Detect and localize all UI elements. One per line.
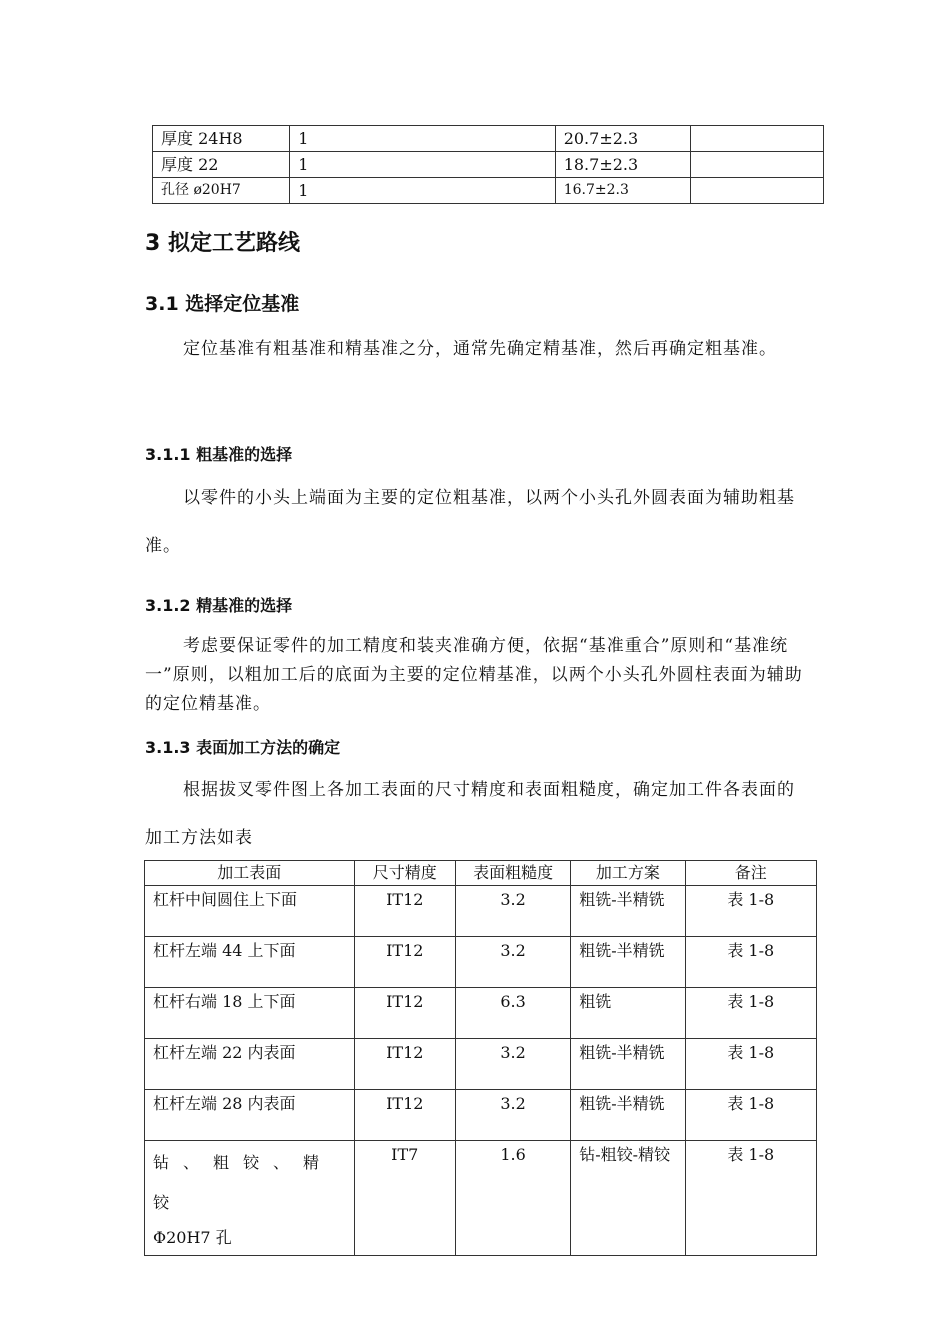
table-cell bbox=[691, 178, 824, 204]
table-row bbox=[145, 988, 817, 1039]
table-cell: 杠杆左端 22 内表面 bbox=[145, 1039, 355, 1090]
table-cell: 粗铣-半精铣 bbox=[571, 937, 685, 988]
table-cell: 粗铣 bbox=[571, 988, 685, 1039]
table-cell: 粗铣-半精铣 bbox=[571, 1090, 685, 1141]
tolerance-table bbox=[152, 125, 824, 204]
table-cell: IT12 bbox=[354, 886, 455, 937]
table-row bbox=[153, 126, 824, 152]
subsection-heading: 3.1 选择定位基准 bbox=[145, 293, 300, 315]
table-cell: 表 1-8 bbox=[685, 1141, 816, 1256]
table-cell: 3.2 bbox=[455, 886, 570, 937]
table-cell: 1 bbox=[290, 178, 555, 204]
column-header: 加工表面 bbox=[145, 861, 355, 886]
table-cell: 3.2 bbox=[455, 1039, 570, 1090]
table-cell: 杠杆右端 18 上下面 bbox=[145, 988, 355, 1039]
table-cell bbox=[145, 1141, 355, 1256]
table-cell: 16.7±2.3 bbox=[555, 178, 691, 204]
table-cell: 粗铣-半精铣 bbox=[571, 1039, 685, 1090]
cell-line: Φ20H7 孔 bbox=[153, 1228, 232, 1247]
table-cell: 杠杆中间圆住上下面 bbox=[145, 886, 355, 937]
table-cell bbox=[691, 126, 824, 152]
subsubsection-heading: 3.1.2 精基准的选择 bbox=[145, 596, 293, 615]
table-row bbox=[145, 1039, 817, 1090]
table-cell: 20.7±2.3 bbox=[555, 126, 691, 152]
paragraph: 定位基准有粗基准和精基准之分，通常先确定精基准，然后再确定粗基准。 bbox=[183, 339, 777, 359]
table-cell: 表 1-8 bbox=[685, 1090, 816, 1141]
table-cell: 表 1-8 bbox=[685, 1039, 816, 1090]
table-cell: IT12 bbox=[354, 937, 455, 988]
paragraph: 根据拔叉零件图上各加工表面的尺寸精度和表面粗糙度，确定加工件各表面的加工方法如表 bbox=[145, 780, 795, 848]
table-row bbox=[145, 1141, 817, 1256]
column-header: 尺寸精度 bbox=[354, 861, 455, 886]
cell-line: 钻、粗铰、精铰 bbox=[153, 1153, 334, 1212]
subsubsection-heading: 3.1.1 粗基准的选择 bbox=[145, 445, 293, 464]
table-cell: 粗铣-半精铣 bbox=[571, 886, 685, 937]
table-row bbox=[145, 886, 817, 937]
table-cell: 1.6 bbox=[455, 1141, 570, 1256]
section-heading: 3 拟定工艺路线 bbox=[145, 231, 300, 256]
table-cell bbox=[691, 152, 824, 178]
table-cell: 1 bbox=[290, 126, 555, 152]
table-cell: 3.2 bbox=[455, 1090, 570, 1141]
table-row bbox=[145, 1090, 817, 1141]
subsubsection-heading: 3.1.3 表面加工方法的确定 bbox=[145, 738, 341, 757]
table-header-row bbox=[145, 861, 817, 886]
table-cell: IT12 bbox=[354, 988, 455, 1039]
table-cell: IT7 bbox=[354, 1141, 455, 1256]
table-cell: 杠杆左端 28 内表面 bbox=[145, 1090, 355, 1141]
table-row bbox=[153, 152, 824, 178]
table-cell: 杠杆左端 44 上下面 bbox=[145, 937, 355, 988]
table-row bbox=[145, 937, 817, 988]
column-header: 备注 bbox=[685, 861, 816, 886]
table-row bbox=[153, 178, 824, 204]
column-header: 加工方案 bbox=[571, 861, 685, 886]
paragraph: 以零件的小头上端面为主要的定位粗基准，以两个小头孔外圆表面为辅助粗基准。 bbox=[145, 488, 795, 556]
table-cell: 3.2 bbox=[455, 937, 570, 988]
machining-method-table bbox=[144, 860, 817, 1256]
table-cell: 表 1-8 bbox=[685, 937, 816, 988]
table-cell: 钻-粗铰-精铰 bbox=[571, 1141, 685, 1256]
table-cell: IT12 bbox=[354, 1039, 455, 1090]
table-cell: 表 1-8 bbox=[685, 886, 816, 937]
table-cell: 1 bbox=[290, 152, 555, 178]
table-cell: 18.7±2.3 bbox=[555, 152, 691, 178]
table-cell: 厚度 24H8 bbox=[153, 126, 290, 152]
table-cell: IT12 bbox=[354, 1090, 455, 1141]
column-header: 表面粗糙度 bbox=[455, 861, 570, 886]
table-cell: 6.3 bbox=[455, 988, 570, 1039]
table-cell: 表 1-8 bbox=[685, 988, 816, 1039]
table-cell: 厚度 22 bbox=[153, 152, 290, 178]
paragraph: 考虑要保证零件的加工精度和装夹准确方便，依据“基准重合”原则和“基准统一”原则，以粗加工后的底面为主要的定位精基准，以两个小头孔外圆柱表面为辅助的定位精基准。 bbox=[145, 636, 803, 714]
table-cell: 孔径 ø20H7 bbox=[153, 178, 290, 204]
